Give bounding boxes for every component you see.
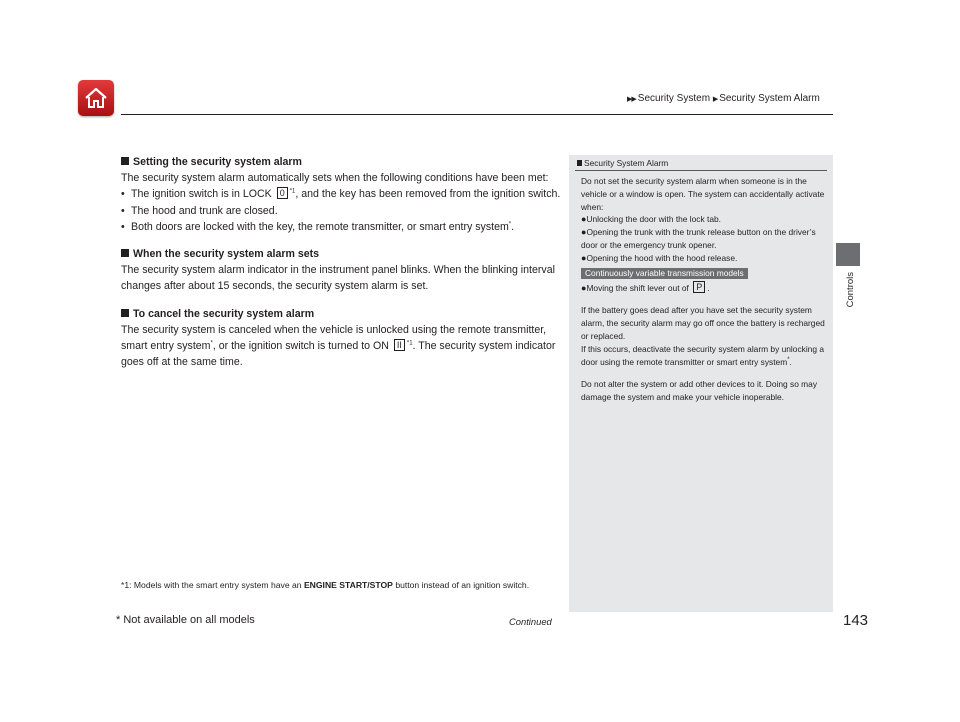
sidebar-list-item: ●Unlocking the door with the lock tab. [581, 214, 721, 225]
sidebar-body [581, 175, 827, 404]
sidebar-paragraph: Do not set the security system alarm when someone is in the vehicle or a window is open. The system can accidentally activate when: [581, 176, 825, 212]
square-bullet-icon [121, 157, 129, 165]
sidebar-list-item: ●Opening the hood with the hood release. [581, 252, 738, 263]
sidebar-paragraph: If the battery goes dead after you have set the security system alarm, the security alarm may go off once the battery is recharged or replaced. [581, 305, 825, 341]
square-bullet-icon [121, 309, 129, 317]
ignition-position-key: 0 [277, 187, 288, 199]
list-item: • Both doors are locked with the key, the remote transmitter, or smart entry system*. [121, 219, 561, 235]
continued-label: Continued [509, 616, 552, 627]
note-marker-icon [577, 160, 582, 166]
footnote: *1: Models with the smart entry system have an ENGINE START/STOP button instead of an ignition switch. [121, 580, 530, 590]
list-item: • The ignition switch is in LOCK 0 $^{*1}$, and the key has been removed from the ignition switch. [121, 186, 561, 202]
paragraph: The security system is canceled when the vehicle is unlocked using the remote transmitter, smart entry system*, or the ignition switch is turned to ON II $^{*1}$. The security system indicator goes off at the same time. [121, 323, 556, 369]
home-button[interactable] [78, 80, 114, 116]
breadcrumb-item[interactable]: Security System Alarm [719, 93, 820, 104]
breadcrumb [627, 93, 820, 104]
sidebar-paragraph: If this occurs, deactivate the security system alarm by unlocking a door using the remote transmitter or smart entry system*. [581, 343, 824, 367]
section-heading: To cancel the security system alarm [121, 306, 561, 322]
breadcrumb-arrow-icon: ▶ [712, 96, 718, 103]
breadcrumb-arrow-icon: ▶▶ [627, 96, 636, 103]
availability-note: * Not available on all models [116, 614, 255, 626]
section-heading: Setting the security system alarm [121, 154, 561, 170]
sidebar-title: Security System Alarm [577, 158, 668, 168]
breadcrumb-item[interactable]: Security System [637, 93, 711, 104]
main-content [121, 154, 561, 370]
sidebar-note [569, 155, 833, 612]
shift-position-key: P [693, 281, 705, 293]
side-tab-marker[interactable] [836, 243, 860, 266]
paragraph: The security system alarm indicator in the instrument panel blinks. When the blinking interval changes after about 15 seconds, the security system alarm is set. [121, 264, 555, 293]
list-item: • The hood and trunk are closed. [121, 203, 561, 219]
condition-list [121, 186, 561, 235]
side-tab-label: Controls [845, 272, 856, 308]
home-icon [83, 86, 109, 110]
sidebar-list-item: ●Opening the trunk with the trunk release button on the driver’s door or the emergency trunk opener. [581, 227, 816, 250]
sidebar-list-item: ●Moving the shift lever out of P . [581, 281, 710, 293]
square-bullet-icon [121, 249, 129, 257]
section-heading: When the security system alarm sets [121, 246, 561, 262]
ignition-position-key: II [394, 339, 405, 351]
sidebar-paragraph: Do not alter the system or add other devices to it. Doing so may damage the system and make your vehicle inoperable. [581, 379, 818, 403]
header-divider [121, 114, 833, 115]
paragraph: The security system alarm automatically sets when the following conditions have been met: [121, 172, 549, 185]
sidebar-divider [575, 170, 827, 171]
page-number: 143 [843, 612, 869, 629]
model-tag: Continuously variable transmission models [581, 268, 748, 279]
